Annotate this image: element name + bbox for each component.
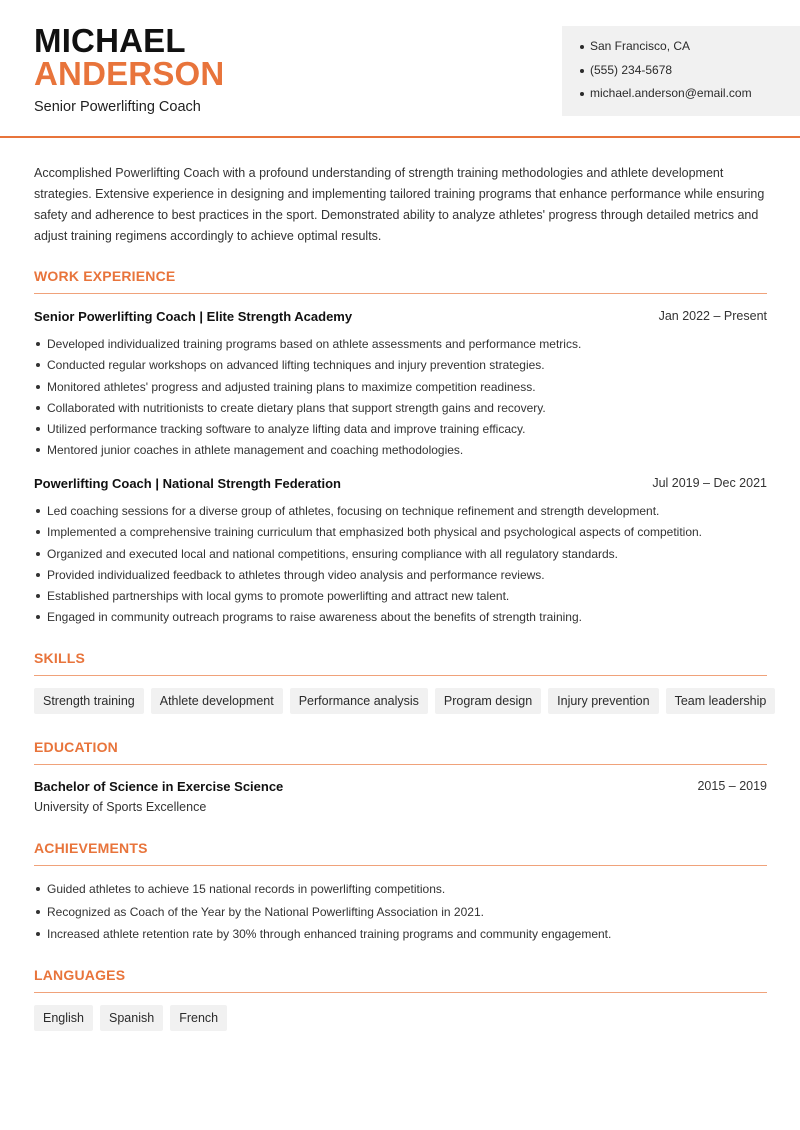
section-title-skills: SKILLS xyxy=(34,650,767,676)
job-dates: Jul 2019 – Dec 2021 xyxy=(652,476,767,490)
section-title-work: WORK EXPERIENCE xyxy=(34,268,767,294)
job-role: Powerlifting Coach | National Strength Federation xyxy=(34,476,341,491)
first-name: MICHAEL xyxy=(34,22,186,59)
languages-list xyxy=(34,1005,227,1031)
job-bullets xyxy=(34,503,774,631)
list-item: Mentored junior coaches in athlete management and coaching methodologies. xyxy=(34,442,774,463)
list-item: Provided individualized feedback to athletes through video analysis and performance reviews. xyxy=(34,567,774,588)
skill-tag: Performance analysis xyxy=(290,688,428,714)
list-item: Utilized performance tracking software to analyze lifting data and improve training efficacy. xyxy=(34,421,774,442)
list-item: Conducted regular workshops on advanced lifting techniques and injury prevention strategies. xyxy=(34,357,774,378)
language-tag: Spanish xyxy=(100,1005,163,1031)
list-item: Implemented a comprehensive training curriculum that emphasized both physical and psychological aspects of competition. xyxy=(34,524,774,545)
skills-list xyxy=(34,688,775,714)
job-header xyxy=(34,309,767,327)
education-school: University of Sports Excellence xyxy=(34,800,207,814)
skill-tag: Program design xyxy=(435,688,541,714)
language-tag: English xyxy=(34,1005,93,1031)
language-tag: French xyxy=(170,1005,227,1031)
skill-tag: Team leadership xyxy=(666,688,776,714)
job-header xyxy=(34,476,767,494)
list-item: Organized and executed local and national competitions, ensuring compliance with all regulatory standards. xyxy=(34,546,774,567)
contact-phone: (555) 234-5678 xyxy=(580,62,752,86)
education-degree: Bachelor of Science in Exercise Science xyxy=(34,779,284,794)
list-item: Increased athlete retention rate by 30% through enhanced training programs and community engagement. xyxy=(34,926,779,949)
list-item: Established partnerships with local gyms to promote powerlifting and attract new talent. xyxy=(34,588,774,609)
skill-tag: Strength training xyxy=(34,688,144,714)
skill-tag: Athlete development xyxy=(151,688,283,714)
skill-tag: Injury prevention xyxy=(548,688,658,714)
job-bullets xyxy=(34,336,774,464)
contact-list xyxy=(580,38,752,109)
education-dates: 2015 – 2019 xyxy=(697,779,767,793)
list-item: Monitored athletes' progress and adjusted training plans to maximize competition readiness. xyxy=(34,379,774,400)
list-item: Collaborated with nutritionists to create dietary plans that support strength gains and recovery. xyxy=(34,400,774,421)
job-title: Senior Powerlifting Coach xyxy=(34,99,201,115)
list-item: Engaged in community outreach programs to raise awareness about the benefits of strength training. xyxy=(34,609,774,630)
list-item: Guided athletes to achieve 15 national records in powerlifting competitions. xyxy=(34,881,779,904)
job-role: Senior Powerlifting Coach | Elite Strength Academy xyxy=(34,309,353,324)
job-dates: Jan 2022 – Present xyxy=(658,309,767,323)
resume-header xyxy=(0,0,800,138)
list-item: Recognized as Coach of the Year by the National Powerlifting Association in 2021. xyxy=(34,904,779,927)
list-item: Led coaching sessions for a diverse group of athletes, focusing on technique refinement and strength development. xyxy=(34,503,774,524)
professional-summary: Accomplished Powerlifting Coach with a profound understanding of strength training methodologies and athlete development strategies. Extensive experience in designing and implementing tailored training programs that enhance performance while ensuring safety and adherence to best practices in the sport. Demonstrated ability to analyze athletes' progress through detailed metrics and adjust training regimens accordingly to achieve optimal results. xyxy=(34,166,765,243)
section-title-education: EDUCATION xyxy=(34,739,767,765)
last-name: ANDERSON xyxy=(34,55,225,92)
section-title-languages: LANGUAGES xyxy=(34,967,767,993)
achievements-list xyxy=(34,881,779,949)
section-title-achievements: ACHIEVEMENTS xyxy=(34,840,767,866)
contact-email[interactable]: michael.anderson@email.com xyxy=(580,85,752,109)
contact-location: San Francisco, CA xyxy=(580,38,752,62)
list-item: Developed individualized training programs based on athlete assessments and performance metrics. xyxy=(34,336,774,357)
contact-box xyxy=(562,26,800,116)
